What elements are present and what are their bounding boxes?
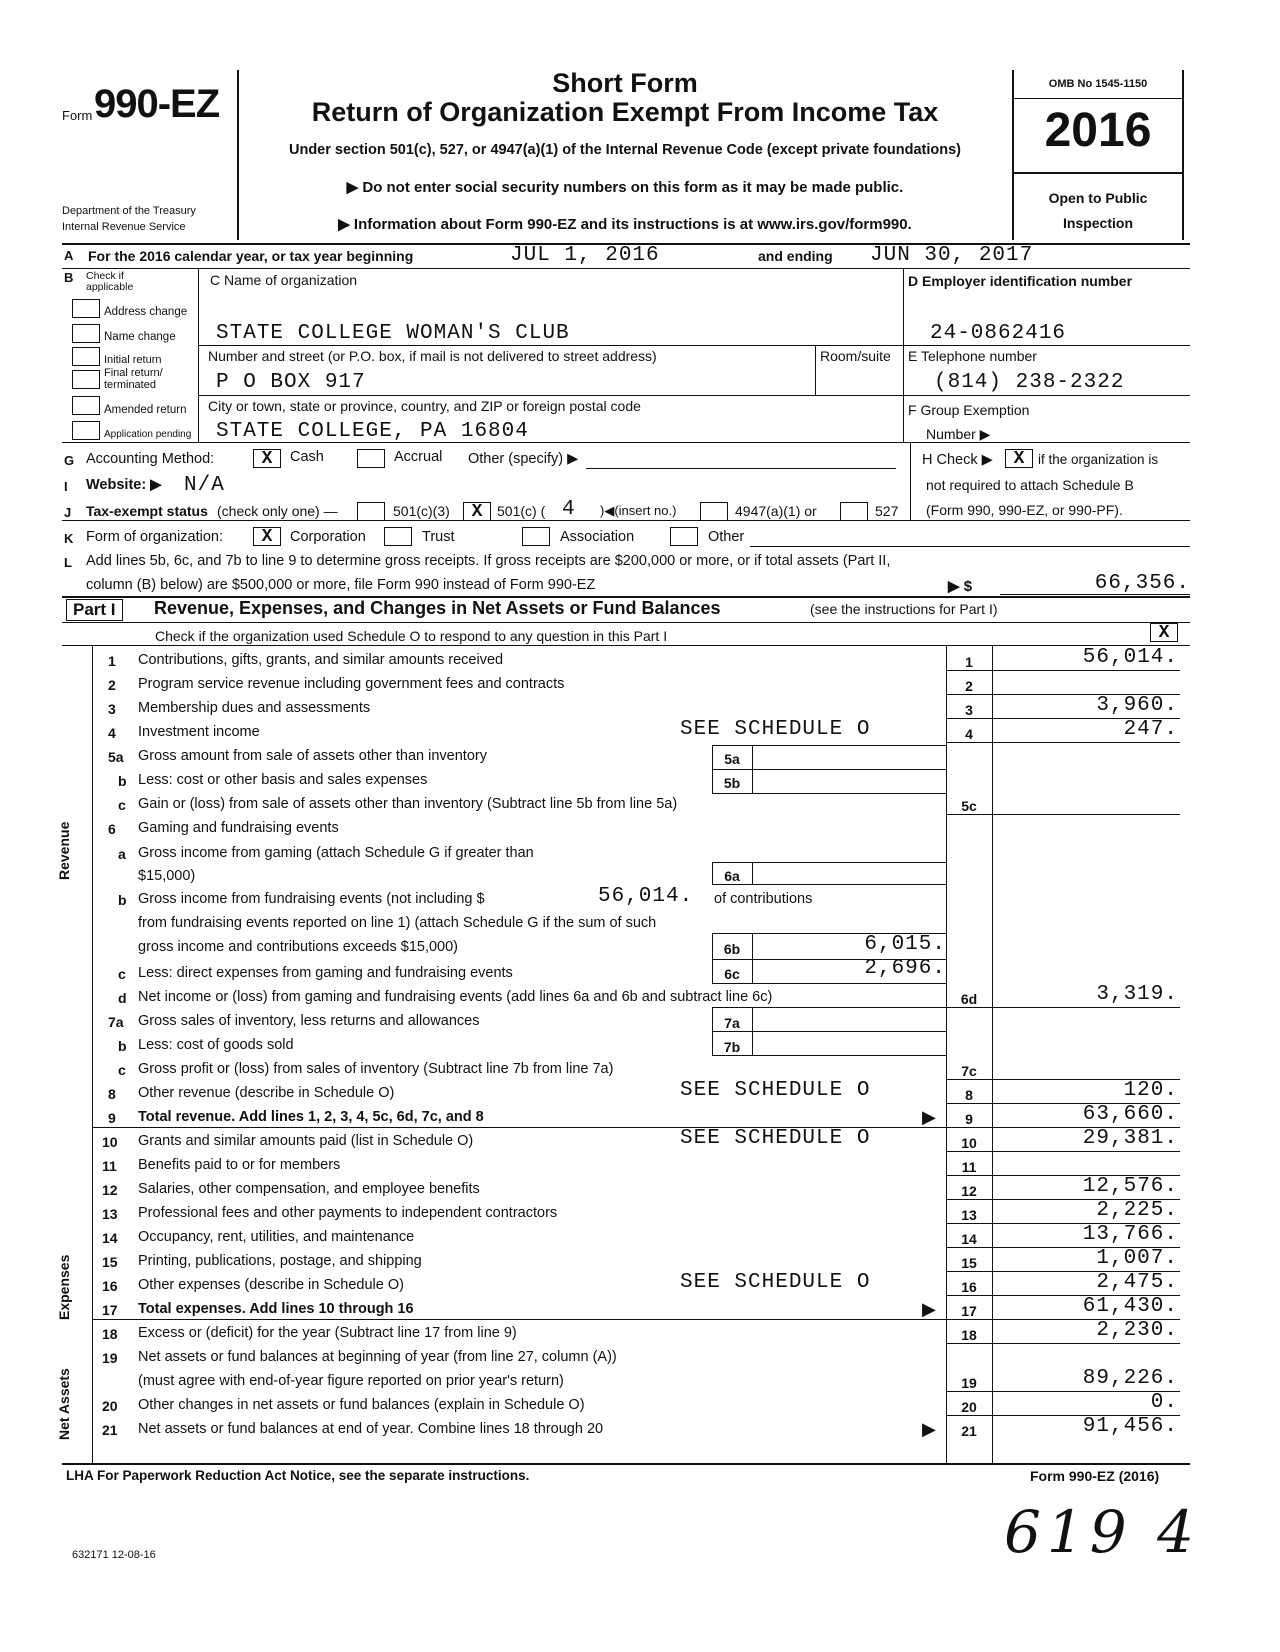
name-change-checkbox[interactable] (72, 324, 100, 343)
line-10-text: Grants and similar amounts paid (list in Schedule O) (138, 1133, 474, 1149)
line-14-amount: 13,766. (1082, 1223, 1178, 1246)
line-21-text: Net assets or fund balances at end of year. Combine lines 18 through 20 (138, 1421, 604, 1437)
line-3-box: 3 (965, 702, 973, 718)
line-12-num: 12 (102, 1182, 118, 1198)
address-change-checkbox[interactable] (72, 299, 100, 318)
line-6-num: 6 (108, 821, 116, 837)
line-17-num: 17 (102, 1302, 118, 1318)
line-4-note: SEE SCHEDULE O (680, 718, 871, 741)
line-6d-amount: 3,319. (1096, 983, 1178, 1006)
line-7a-text: Gross sales of inventory, less returns and allowances (138, 1013, 480, 1029)
line-15-box: 15 (961, 1255, 977, 1271)
form-reference: Form 990-EZ (2016) (1030, 1468, 1160, 1484)
website: N/A (184, 474, 225, 497)
check-only-one: (check only one) — (217, 503, 338, 519)
527-checkbox[interactable] (840, 502, 868, 521)
line-19-num: 19 (102, 1350, 118, 1366)
line-6c-num: c (118, 966, 126, 982)
schedule-b-text3: (Form 990, 990-EZ, or 990-PF). (926, 502, 1123, 518)
line-1-amount: 56,014. (1082, 646, 1178, 669)
org-name: STATE COLLEGE WOMAN'S CLUB (216, 322, 570, 345)
city-state-zip: STATE COLLEGE, PA 16804 (216, 420, 529, 443)
line-17-box: 17 (961, 1303, 977, 1319)
line-5a-text: Gross amount from sale of assets other than inventory (138, 748, 487, 764)
line-19-text1: Net assets or fund balances at beginning of year (from line 27, column (A)) (138, 1349, 617, 1365)
501c3-checkbox[interactable] (357, 502, 385, 521)
line-12-text: Salaries, other compensation, and employee benefits (138, 1181, 480, 1197)
ein-label: D Employer identification number (908, 273, 1133, 289)
line-7c-num: c (118, 1062, 126, 1078)
line-13-num: 13 (102, 1206, 118, 1222)
line-20-amount: 0. (1150, 1391, 1178, 1414)
line-7a-num: 7a (108, 1014, 124, 1030)
line-8-amount: 120. (1123, 1079, 1178, 1102)
line-16-num: 16 (102, 1278, 118, 1294)
line-6b-inner-box: 6b (723, 941, 741, 957)
line-6a-text2: $15,000) (138, 868, 196, 884)
part-i-tag: Part I (66, 599, 123, 621)
line-7b-inner-box: 7b (723, 1039, 741, 1055)
line-6b-text3: gross income and contributions exceeds $15,000) (138, 939, 458, 955)
line-6b-text1: Gross income from fundraising events (not including $ (138, 891, 485, 907)
line-7b-num: b (118, 1038, 127, 1054)
line-a-label: For the 2016 calendar year, or tax year beginning (88, 248, 414, 264)
line-7a-inner-box: 7a (724, 1015, 740, 1031)
amended-return-label: Amended return (104, 404, 187, 416)
line-6b-amount: 6,015. (864, 933, 946, 956)
line-6c-text: Less: direct expenses from gaming and fundraising events (138, 965, 513, 981)
line-21-amount: 91,456. (1082, 1415, 1178, 1438)
line-5b-inner-box: 5b (723, 775, 741, 791)
tax-year-end: JUN 30, 2017 (870, 244, 1034, 267)
line-j-letter: J (64, 505, 72, 520)
group-exemption-number-label: Number ▶ (926, 426, 991, 442)
corporation-checkbox[interactable]: X (253, 527, 281, 546)
line-6c-amount: 2,696. (864, 957, 946, 980)
line-4-num: 4 (108, 725, 116, 741)
amended-return-checkbox[interactable] (72, 396, 100, 415)
dept-line2: Internal Revenue Service (62, 221, 186, 233)
form-number: 990-EZ (94, 82, 220, 126)
net-assets-side-label: Net Assets (56, 1368, 72, 1440)
line-20-text: Other changes in net assets or fund balances (explain in Schedule O) (138, 1397, 585, 1413)
accounting-method-label: Accounting Method: (86, 451, 215, 467)
line-13-amount: 2,225. (1096, 1199, 1178, 1222)
line-i-letter: I (64, 479, 68, 494)
501c-checkbox[interactable]: X (463, 502, 491, 521)
line-2-text: Program service revenue including government fees and contracts (138, 676, 565, 692)
omb-number: OMB No 1545-1150 (1048, 78, 1148, 90)
line-6c-inner-box: 6c (724, 966, 740, 982)
tax-exempt-label: Tax-exempt status (86, 503, 208, 519)
name-change-label: Name change (104, 331, 176, 343)
line-15-text: Printing, publications, postage, and shipping (138, 1253, 422, 1269)
telephone-label: E Telephone number (908, 348, 1037, 364)
line-19-box: 19 (961, 1375, 977, 1391)
part-i-title: Revenue, Expenses, and Changes in Net Assets or Fund Balances (154, 598, 721, 618)
line-16-box: 16 (961, 1279, 977, 1295)
notice-ssn: ▶ Do not enter social security numbers on this form as it may be made public. (346, 179, 904, 196)
line-14-text: Occupancy, rent, utilities, and maintenance (138, 1229, 415, 1245)
line-16-amount: 2,475. (1096, 1271, 1178, 1294)
room-suite-label: Room/suite (820, 348, 891, 364)
line-6-text: Gaming and fundraising events (138, 820, 339, 836)
form-code: 632171 12-08-16 (72, 1549, 156, 1561)
form-subtitle: Under section 501(c), 527, or 4947(a)(1) of the Internal Revenue Code (except private foundations) (289, 142, 961, 158)
501c-label: 501(c) ( (497, 503, 546, 519)
line-1-num: 1 (108, 653, 116, 669)
line-l-letter: L (64, 555, 72, 570)
inspection: Inspection (1062, 215, 1133, 231)
applicable: applicable (86, 281, 134, 293)
line-6b-of-contributions: of contributions (714, 891, 813, 907)
line-5c-box: 5c (961, 798, 977, 814)
line-6a-num: a (118, 846, 126, 862)
line-20-num: 20 (102, 1398, 118, 1414)
line-5c-num: c (118, 797, 126, 813)
line-2-num: 2 (108, 677, 116, 693)
final-return-checkbox[interactable] (72, 370, 100, 389)
line-9-box: 9 (965, 1111, 973, 1127)
line-12-box: 12 (961, 1183, 977, 1199)
schedule-b-text2: not required to attach Schedule B (926, 477, 1134, 493)
lha-notice: LHA For Paperwork Reduction Act Notice, see the separate instructions. (66, 1468, 530, 1483)
line-15-amount: 1,007. (1096, 1247, 1178, 1270)
cash-checkbox[interactable]: X (253, 449, 281, 468)
line-21-num: 21 (102, 1422, 118, 1438)
line-6b-num: b (118, 892, 127, 908)
line-8-note: SEE SCHEDULE O (680, 1079, 871, 1102)
line-1-box: 1 (965, 654, 973, 670)
line-10-box: 10 (961, 1135, 977, 1151)
street-address: P O BOX 917 (216, 371, 366, 394)
corporation-label: Corporation (290, 529, 366, 545)
form-title-line1: Short Form (552, 68, 698, 98)
line-21-box: 21 (961, 1423, 977, 1439)
address-change-label: Address change (104, 306, 188, 318)
form-of-org-label: Form of organization: (86, 529, 224, 545)
line-5b-num: b (118, 773, 127, 789)
4947-checkbox[interactable] (700, 502, 728, 521)
schedule-o-check-text: Check if the organization used Schedule O to respond to any question in this Part I (155, 628, 668, 644)
line-21-arrow-icon: ▶ (922, 1419, 936, 1439)
insert-no-label: )◀(insert no.) (600, 503, 677, 518)
line-4-text: Investment income (138, 724, 260, 740)
line-5a-num: 5a (108, 749, 124, 765)
section-b-letter: B (64, 270, 74, 285)
org-name-label: C Name of organization (210, 272, 358, 288)
line-10-num: 10 (102, 1134, 118, 1150)
line-6d-text: Net income or (loss) from gaming and fundraising events (add lines 6a and 6b and subtract line 6c) (138, 989, 773, 1005)
line-1-text: Contributions, gifts, grants, and similar amounts received (138, 652, 504, 668)
line-10-amount: 29,381. (1082, 1127, 1178, 1150)
group-exemption-label: F Group Exemption (908, 402, 1030, 418)
other-specify-label: Other (specify) ▶ (468, 451, 579, 467)
association-checkbox[interactable] (522, 527, 550, 546)
expenses-side-label: Expenses (56, 1254, 72, 1320)
line-13-text: Professional fees and other payments to independent contractors (138, 1205, 558, 1221)
line-5c-text: Gain or (loss) from sale of assets other than inventory (Subtract line 5b from line 5a) (138, 796, 678, 812)
4947-label: 4947(a)(1) or (735, 503, 817, 519)
schedule-b-check-label: H Check ▶ (922, 452, 993, 468)
line-17-text: Total expenses. Add lines 10 through 16 (138, 1301, 414, 1317)
terminated-label: terminated (104, 379, 156, 391)
line-3-amount: 3,960. (1096, 694, 1178, 717)
line-5a-inner-box: 5a (724, 751, 740, 767)
line-l-text2: column (B) below) are $500,000 or more, file Form 990 instead of Form 990-EZ (86, 577, 596, 593)
schedule-b-checkbox[interactable]: X (1005, 449, 1033, 468)
line-12-amount: 12,576. (1082, 1175, 1178, 1198)
schedule-o-checkbox[interactable]: X (1150, 623, 1178, 642)
line-9-arrow-icon: ▶ (922, 1107, 936, 1127)
trust-checkbox[interactable] (384, 527, 412, 546)
part-i-title-note: (see the instructions for Part I) (810, 601, 998, 617)
initial-return-label: Initial return (104, 354, 162, 366)
accrual-label: Accrual (394, 449, 443, 465)
line-7b-text: Less: cost of goods sold (138, 1037, 294, 1053)
line-18-box: 18 (961, 1327, 977, 1343)
initial-return-checkbox[interactable] (72, 347, 100, 366)
dept-line1: Department of the Treasury (62, 205, 196, 217)
line-16-text: Other expenses (describe in Schedule O) (138, 1277, 404, 1293)
line-6a-text1: Gross income from gaming (attach Schedule G if greater than (138, 845, 534, 861)
cash-label: Cash (290, 449, 324, 465)
line-g-letter: G (64, 453, 75, 468)
tax-year: 2016 (1044, 104, 1152, 157)
line-8-text: Other revenue (describe in Schedule O) (138, 1085, 395, 1101)
form-prefix: Form (62, 108, 93, 123)
501c3-label: 501(c)(3) (393, 503, 450, 519)
line-k-letter: K (64, 531, 74, 546)
handwritten-note: 619 4 (1004, 1498, 1201, 1566)
line-6d-box: 6d (960, 991, 978, 1007)
association-label: Association (560, 529, 635, 545)
line-13-box: 13 (961, 1207, 977, 1223)
line-7c-text: Gross profit or (loss) from sales of inventory (Subtract line 7b from line 7a) (138, 1061, 614, 1077)
application-pending-label: Application pending (104, 429, 192, 440)
gross-receipts: 66,356. (1094, 572, 1190, 595)
line-17-arrow-icon: ▶ (922, 1299, 936, 1319)
line-8-box: 8 (965, 1087, 973, 1103)
tax-year-begin: JUL 1, 2016 (510, 244, 660, 267)
line-3-text: Membership dues and assessments (138, 700, 371, 716)
line-3-num: 3 (108, 701, 116, 717)
telephone: (814) 238-2322 (934, 371, 1125, 394)
line-18-text: Excess or (deficit) for the year (Subtract line 17 from line 9) (138, 1325, 517, 1341)
line-18-num: 18 (102, 1326, 118, 1342)
line-4-amount: 247. (1123, 718, 1178, 741)
line-15-num: 15 (102, 1254, 118, 1270)
line-16-note: SEE SCHEDULE O (680, 1271, 871, 1294)
schedule-b-text1: if the organization is (1038, 452, 1159, 467)
501c-insert-number: 4 (562, 498, 576, 521)
line-9-text: Total revenue. Add lines 1, 2, 3, 4, 5c, 6d, 7c, and 8 (138, 1109, 484, 1125)
line-10-note: SEE SCHEDULE O (680, 1127, 871, 1150)
line-9-num: 9 (108, 1110, 116, 1126)
line-11-text: Benefits paid to or for members (138, 1157, 341, 1173)
line-18-amount: 2,230. (1096, 1319, 1178, 1342)
accrual-checkbox[interactable] (357, 449, 385, 468)
check-if: Check if (86, 270, 124, 282)
line-5b-text: Less: cost or other basis and sales expenses (138, 772, 428, 788)
notice-instructions: ▶ Information about Form 990-EZ and its instructions is at www.irs.gov/form990. (338, 216, 912, 233)
527-label: 527 (875, 503, 899, 519)
city-label: City or town, state or province, country, and ZIP or foreign postal code (208, 398, 641, 414)
trust-label: Trust (422, 529, 455, 545)
line-l-text1: Add lines 5b, 6c, and 7b to line 9 to determine gross receipts. If gross receipts are $200,000 or more, or if total assets (Part II, (86, 553, 891, 569)
line-6a-inner-box: 6a (724, 868, 740, 884)
website-label: Website: ▶ (86, 477, 162, 493)
line-4-box: 4 (965, 726, 973, 742)
line-14-box: 14 (961, 1231, 977, 1247)
revenue-side-label: Revenue (56, 821, 72, 880)
line-2-box: 2 (965, 678, 973, 694)
street-label: Number and street (or P.O. box, if mail is not delivered to street address) (208, 348, 657, 364)
line-11-box: 11 (961, 1159, 977, 1175)
line-14-num: 14 (102, 1230, 118, 1246)
other-org-label: Other (708, 529, 745, 545)
other-org-checkbox[interactable] (670, 527, 698, 546)
application-pending-checkbox[interactable] (72, 421, 100, 440)
line-8-num: 8 (108, 1086, 116, 1102)
form-title-line2: Return of Organization Exempt From Income Tax (311, 97, 939, 127)
line-11-num: 11 (102, 1158, 117, 1174)
and-ending-label: and ending (758, 248, 833, 264)
line-9-amount: 63,660. (1082, 1103, 1178, 1126)
line-l-arrow: ▶ $ (948, 578, 973, 595)
open-to-public: Open to Public (1048, 190, 1148, 206)
line-6b-contributions-amount: 56,014. (598, 885, 694, 908)
line-7c-box: 7c (961, 1063, 977, 1079)
final-return-label: Final return/ (104, 367, 163, 379)
line-17-amount: 61,430. (1082, 1295, 1178, 1318)
line-20-box: 20 (961, 1399, 977, 1415)
line-6d-num: d (118, 990, 127, 1006)
ein: 24-0862416 (930, 322, 1067, 345)
line-19-amount: 89,226. (1082, 1367, 1178, 1390)
line-a-letter: A (64, 248, 74, 263)
line-6b-text2: from fundraising events reported on line 1) (attach Schedule G if the sum of such (138, 915, 657, 931)
line-19-text2: (must agree with end-of-year figure reported on prior year's return) (138, 1373, 564, 1389)
